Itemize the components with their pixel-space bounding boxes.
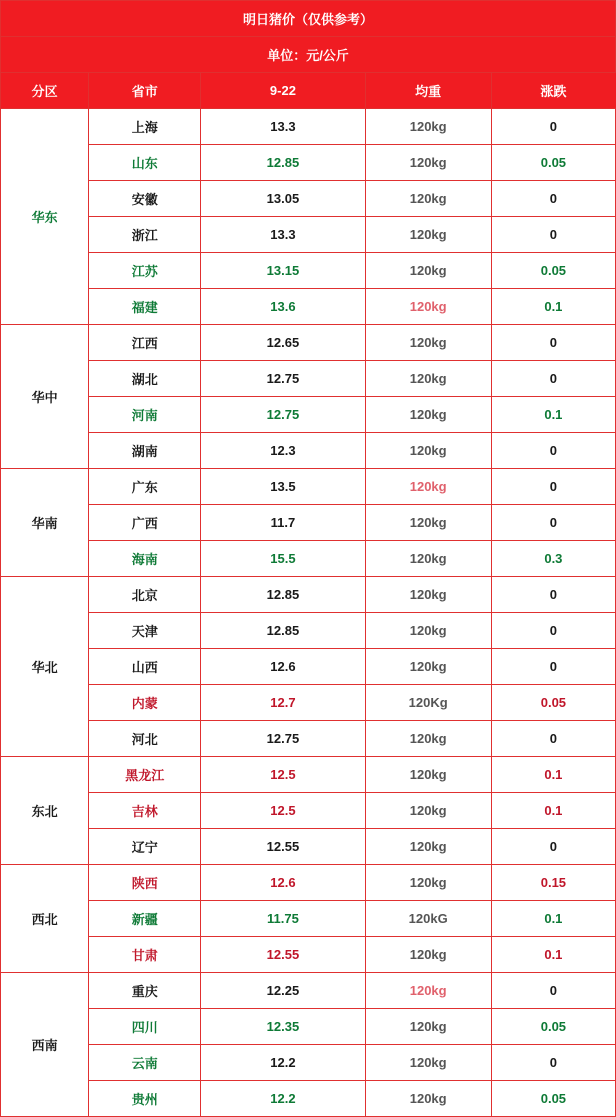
province-cell: 黑龙江 <box>89 757 201 793</box>
price-cell: 13.3 <box>201 109 365 145</box>
column-header-change: 涨跌 <box>491 73 615 109</box>
weight-cell: 120kg <box>365 973 491 1009</box>
region-cell: 西南 <box>1 973 89 1117</box>
weight-cell: 120kg <box>365 433 491 469</box>
weight-cell: 120kg <box>365 361 491 397</box>
change-cell: 0.05 <box>491 1009 615 1045</box>
province-cell: 江西 <box>89 325 201 361</box>
table-row <box>1 649 616 685</box>
weight-cell: 120kg <box>365 289 491 325</box>
price-cell: 15.5 <box>201 541 365 577</box>
price-cell: 12.85 <box>201 577 365 613</box>
change-cell: 0 <box>491 829 615 865</box>
change-cell: 0.05 <box>491 1081 615 1117</box>
table-row <box>1 505 616 541</box>
table-row <box>1 721 616 757</box>
table-row <box>1 1045 616 1081</box>
province-cell: 贵州 <box>89 1081 201 1117</box>
change-cell: 0 <box>491 649 615 685</box>
province-cell: 广东 <box>89 469 201 505</box>
price-cell: 12.55 <box>201 829 365 865</box>
price-cell: 12.75 <box>201 361 365 397</box>
region-cell: 华南 <box>1 469 89 577</box>
province-cell: 福建 <box>89 289 201 325</box>
weight-cell: 120kg <box>365 793 491 829</box>
weight-cell: 120kg <box>365 145 491 181</box>
change-cell: 0 <box>491 361 615 397</box>
column-header-row <box>1 73 616 109</box>
weight-cell: 120kg <box>365 469 491 505</box>
province-cell: 江苏 <box>89 253 201 289</box>
table-row <box>1 397 616 433</box>
province-cell: 山东 <box>89 145 201 181</box>
change-cell: 0.05 <box>491 145 615 181</box>
price-cell: 12.5 <box>201 793 365 829</box>
table-row <box>1 361 616 397</box>
table-body <box>1 1 616 1117</box>
price-cell: 12.75 <box>201 721 365 757</box>
province-cell: 重庆 <box>89 973 201 1009</box>
price-cell: 12.2 <box>201 1045 365 1081</box>
change-cell: 0.1 <box>491 397 615 433</box>
price-cell: 12.7 <box>201 685 365 721</box>
province-cell: 新疆 <box>89 901 201 937</box>
table-row <box>1 1009 616 1045</box>
region-cell: 华东 <box>1 109 89 325</box>
table-row <box>1 757 616 793</box>
column-header-province: 省市 <box>89 73 201 109</box>
weight-cell: 120kg <box>365 613 491 649</box>
weight-cell: 120kg <box>365 1009 491 1045</box>
title-row <box>1 1 616 37</box>
province-cell: 广西 <box>89 505 201 541</box>
weight-cell: 120kg <box>365 541 491 577</box>
table-row <box>1 577 616 613</box>
table-row <box>1 289 616 325</box>
change-cell: 0 <box>491 721 615 757</box>
weight-cell: 120kg <box>365 109 491 145</box>
change-cell: 0 <box>491 109 615 145</box>
province-cell: 浙江 <box>89 217 201 253</box>
table-row <box>1 1081 616 1117</box>
table-row <box>1 613 616 649</box>
change-cell: 0.1 <box>491 937 615 973</box>
table-row <box>1 829 616 865</box>
table-row <box>1 217 616 253</box>
province-cell: 安徽 <box>89 181 201 217</box>
province-cell: 内蒙 <box>89 685 201 721</box>
region-cell: 华中 <box>1 325 89 469</box>
weight-cell: 120kg <box>365 181 491 217</box>
change-cell: 0 <box>491 1045 615 1081</box>
weight-cell: 120kg <box>365 325 491 361</box>
price-cell: 12.75 <box>201 397 365 433</box>
weight-cell: 120kg <box>365 649 491 685</box>
table-row <box>1 253 616 289</box>
price-cell: 12.6 <box>201 865 365 901</box>
table-row <box>1 325 616 361</box>
price-cell: 12.6 <box>201 649 365 685</box>
province-cell: 湖北 <box>89 361 201 397</box>
change-cell: 0 <box>491 325 615 361</box>
change-cell: 0 <box>491 973 615 1009</box>
price-cell: 13.5 <box>201 469 365 505</box>
region-cell: 东北 <box>1 757 89 865</box>
weight-cell: 120kg <box>365 217 491 253</box>
change-cell: 0 <box>491 505 615 541</box>
price-cell: 12.85 <box>201 145 365 181</box>
table-row <box>1 937 616 973</box>
price-cell: 11.75 <box>201 901 365 937</box>
price-cell: 12.85 <box>201 613 365 649</box>
province-cell: 吉林 <box>89 793 201 829</box>
unit-row <box>1 37 616 73</box>
weight-cell: 120kG <box>365 901 491 937</box>
change-cell: 0.1 <box>491 757 615 793</box>
change-cell: 0.05 <box>491 253 615 289</box>
province-cell: 湖南 <box>89 433 201 469</box>
table-row <box>1 973 616 1009</box>
page-title: 明日猪价（仅供参考） <box>1 1 616 37</box>
weight-cell: 120kg <box>365 1081 491 1117</box>
price-cell: 12.55 <box>201 937 365 973</box>
province-cell: 甘肃 <box>89 937 201 973</box>
weight-cell: 120kg <box>365 253 491 289</box>
change-cell: 0.1 <box>491 289 615 325</box>
table-row <box>1 865 616 901</box>
price-cell: 12.3 <box>201 433 365 469</box>
column-header-weight: 均重 <box>365 73 491 109</box>
province-cell: 海南 <box>89 541 201 577</box>
province-cell: 天津 <box>89 613 201 649</box>
province-cell: 河北 <box>89 721 201 757</box>
change-cell: 0 <box>491 217 615 253</box>
change-cell: 0 <box>491 433 615 469</box>
table-row <box>1 433 616 469</box>
price-cell: 12.65 <box>201 325 365 361</box>
price-cell: 13.05 <box>201 181 365 217</box>
price-cell: 11.7 <box>201 505 365 541</box>
price-cell: 13.15 <box>201 253 365 289</box>
price-cell: 13.6 <box>201 289 365 325</box>
table-row <box>1 181 616 217</box>
column-header-region: 分区 <box>1 73 89 109</box>
weight-cell: 120kg <box>365 1045 491 1081</box>
price-cell: 12.25 <box>201 973 365 1009</box>
table-row <box>1 109 616 145</box>
change-cell: 0 <box>491 181 615 217</box>
weight-cell: 120kg <box>365 721 491 757</box>
change-cell: 0.05 <box>491 685 615 721</box>
price-cell: 12.5 <box>201 757 365 793</box>
change-cell: 0.15 <box>491 865 615 901</box>
change-cell: 0.3 <box>491 541 615 577</box>
weight-cell: 120kg <box>365 577 491 613</box>
province-cell: 河南 <box>89 397 201 433</box>
change-cell: 0.1 <box>491 793 615 829</box>
column-header-date: 9-22 <box>201 73 365 109</box>
table-row <box>1 541 616 577</box>
table-row <box>1 469 616 505</box>
change-cell: 0 <box>491 469 615 505</box>
change-cell: 0 <box>491 577 615 613</box>
region-cell: 西北 <box>1 865 89 973</box>
weight-cell: 120kg <box>365 937 491 973</box>
province-cell: 云南 <box>89 1045 201 1081</box>
region-cell: 华北 <box>1 577 89 757</box>
province-cell: 上海 <box>89 109 201 145</box>
province-cell: 山西 <box>89 649 201 685</box>
province-cell: 陕西 <box>89 865 201 901</box>
table-row <box>1 145 616 181</box>
province-cell: 四川 <box>89 1009 201 1045</box>
price-cell: 13.3 <box>201 217 365 253</box>
weight-cell: 120kg <box>365 505 491 541</box>
unit-label: 单位：元/公斤 <box>1 37 616 73</box>
table-row <box>1 685 616 721</box>
table-row <box>1 901 616 937</box>
price-cell: 12.35 <box>201 1009 365 1045</box>
weight-cell: 120kg <box>365 397 491 433</box>
weight-cell: 120kg <box>365 757 491 793</box>
change-cell: 0 <box>491 613 615 649</box>
weight-cell: 120kg <box>365 829 491 865</box>
province-cell: 辽宁 <box>89 829 201 865</box>
weight-cell: 120kg <box>365 865 491 901</box>
province-cell: 北京 <box>89 577 201 613</box>
weight-cell: 120Kg <box>365 685 491 721</box>
change-cell: 0.1 <box>491 901 615 937</box>
price-cell: 12.2 <box>201 1081 365 1117</box>
table-row <box>1 793 616 829</box>
